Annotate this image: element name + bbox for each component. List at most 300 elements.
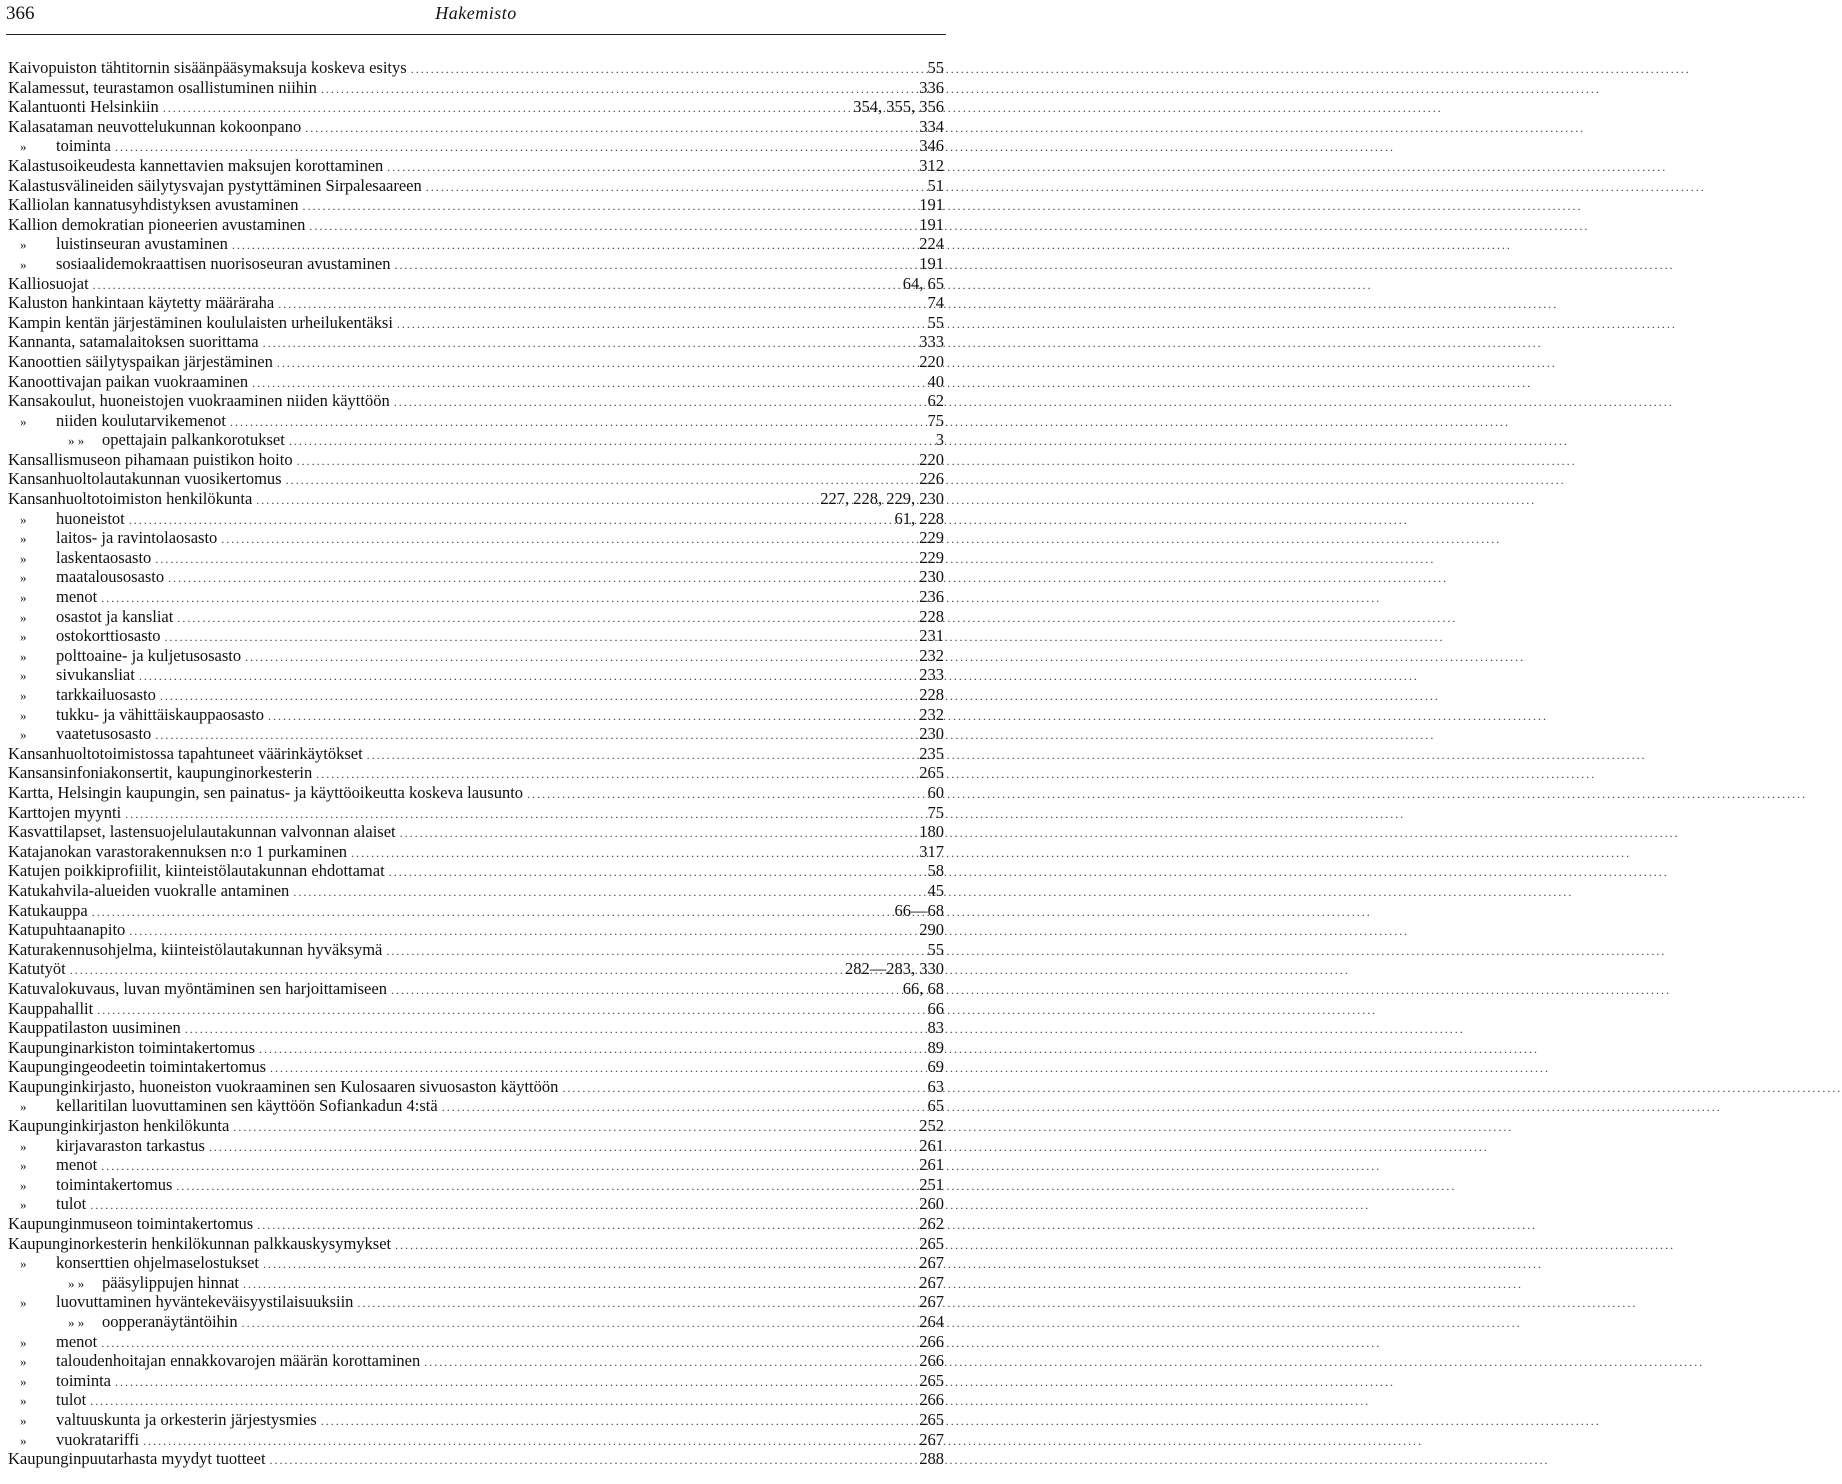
entry-pages: 312 (919, 155, 944, 175)
entry-text: Kaupunginarkiston toimintakertomus (8, 1037, 256, 1057)
dot-leader (177, 609, 915, 629)
entry-text: toimintakertomus (56, 1174, 173, 1194)
entry-pages: 60 (927, 782, 944, 802)
entry-text: menot (56, 1155, 98, 1175)
ditto-mark: » (20, 1177, 27, 1193)
dot-leader (168, 569, 915, 589)
dot-leader (527, 785, 923, 805)
entry-text: tulot (56, 1390, 87, 1410)
entry-pages: 69 (927, 1057, 944, 1077)
ditto-mark: » (20, 1197, 27, 1213)
entry-text: luovuttaminen hyväntekeväisyystilaisuuksiin (56, 1292, 354, 1312)
entry-pages: 75 (927, 802, 944, 822)
index-entry (8, 1351, 944, 1371)
entry-text: pääsylippujen hinnat (102, 1272, 240, 1292)
index-entry (8, 372, 944, 392)
dot-leader (321, 1412, 916, 1432)
entry-text: tukku- ja vähittäiskauppaosasto (56, 704, 265, 724)
dot-leader (395, 256, 916, 276)
entry-text: Kaivopuiston tähtitornin sisäänpääsymaksuja koskeva esitys (8, 58, 407, 77)
index-entry (8, 548, 944, 568)
index-entry (8, 136, 944, 156)
entry-pages: 264 (919, 1312, 944, 1331)
index-entry (8, 940, 944, 960)
entry-pages: 65 (927, 1096, 944, 1116)
index-entry (8, 411, 944, 431)
entry-pages: 265 (919, 763, 944, 783)
entry-text: Kaupunginmuseon toimintakertomus (8, 1214, 254, 1234)
entry-text: Katukauppa (8, 900, 88, 920)
entry-pages: 236 (919, 587, 944, 607)
entry-text: Kanoottivajan paikan vuokraaminen (8, 371, 249, 391)
entry-pages: 354, 355, 356 (853, 97, 944, 117)
entry-pages: 235 (919, 743, 944, 763)
index-entry (8, 489, 944, 509)
entry-text: Katajanokan varastorakennuksen n:o 1 purkaminen (8, 841, 348, 861)
dot-leader (160, 687, 915, 707)
dot-leader (233, 1118, 915, 1138)
entry-pages: 266 (919, 1351, 944, 1371)
index-entry (8, 1155, 944, 1175)
entry-pages: 40 (927, 371, 944, 391)
index-entry (8, 1038, 944, 1058)
index-entry (8, 1332, 944, 1352)
entry-text: Katukahvila-alueiden vuokralle antaminen (8, 880, 290, 900)
index-entry (8, 195, 944, 215)
entry-pages: 66 (927, 998, 944, 1018)
entry-pages: 317 (919, 841, 944, 861)
ditto-mark: » (20, 609, 27, 625)
entry-pages: 266 (919, 1331, 944, 1351)
entry-text: Kaupunginkirjasto, huoneiston vuokraaminen sen Kulosaaren sivuosaston käyttöön (8, 1076, 559, 1096)
index-entry (8, 97, 944, 117)
entry-pages: 226 (919, 469, 944, 489)
dot-leader (155, 550, 915, 570)
dot-leader (176, 1177, 915, 1197)
entry-pages: 261 (919, 1135, 944, 1155)
entry-pages: 220 (919, 351, 944, 371)
entry-text: kellaritilan luovuttaminen sen käyttöön Sofiankadun 4:stä (56, 1096, 438, 1116)
dot-leader (426, 178, 924, 198)
entry-pages: 261 (919, 1155, 944, 1175)
entry-pages: 230 (919, 567, 944, 587)
entry-pages: 83 (927, 1018, 944, 1038)
index-entry (8, 293, 944, 313)
ditto-mark: » (20, 413, 27, 429)
ditto-mark: » (20, 256, 27, 272)
index-entry (8, 313, 944, 333)
entry-text: Kansansinfoniakonsertit, kaupunginorkesterin (8, 763, 313, 783)
ditto-mark: » (20, 550, 27, 566)
entry-text: Kauppatilaston uusiminen (8, 1018, 181, 1038)
entry-pages: 233 (919, 665, 944, 685)
entry-pages: 232 (919, 645, 944, 665)
entry-text: laskentaosasto (56, 547, 152, 567)
page-header (6, 0, 946, 34)
entry-pages: 333 (919, 332, 944, 352)
entry-text: sivukansliat (56, 665, 135, 685)
entry-pages: 58 (927, 861, 944, 881)
entry-text: laitos- ja ravintolaosasto (56, 528, 218, 548)
index-entry (8, 861, 944, 881)
index-entry (8, 881, 944, 901)
entry-text: Kalliolan kannatusyhdistyksen avustaminen (8, 195, 299, 215)
index-entry (8, 979, 944, 999)
entry-text: tarkkailuosasto (56, 685, 156, 704)
entry-text: Kasvattilapset, lastensuojelulautakunnan valvonnan alaiset (8, 822, 396, 842)
entry-text: polttoaine- ja kuljetusosasto (56, 645, 242, 665)
index-entry (8, 920, 944, 940)
entry-pages: 262 (919, 1214, 944, 1234)
entry-pages: 265 (919, 1370, 944, 1390)
index-entry (8, 1214, 944, 1234)
entry-text: Kalantuonti Helsinkiin (8, 97, 159, 117)
index-entry (8, 646, 944, 666)
entry-pages: 346 (919, 136, 944, 156)
entry-text: vaatetusosasto (56, 724, 152, 744)
dot-leader (357, 1294, 915, 1314)
entry-pages: 267 (919, 1292, 944, 1312)
entry-text: Kannanta, satamalaitoksen suorittama (8, 332, 259, 352)
entry-pages: 231 (919, 626, 944, 646)
entry-pages: 66, 68 (902, 978, 944, 998)
entry-pages: 62 (927, 391, 944, 411)
index-entry (8, 1116, 944, 1136)
dot-leader (424, 1353, 915, 1373)
dot-leader (259, 1040, 923, 1060)
dot-leader (242, 1314, 916, 1334)
ditto-mark: » (20, 1354, 27, 1370)
entry-pages: 75 (927, 410, 944, 430)
entry-pages: 45 (927, 880, 944, 900)
dot-leader (351, 844, 915, 864)
entry-text: Katupuhtaanapito (8, 920, 126, 940)
ditto-mark: » (20, 707, 27, 723)
ditto-mark: » (20, 531, 27, 547)
ditto-mark: » (20, 648, 27, 664)
dot-leader (129, 511, 891, 531)
index-entry (8, 705, 944, 725)
entry-pages: 89 (927, 1037, 944, 1057)
dot-leader (367, 746, 916, 766)
index-entry (8, 1077, 944, 1097)
index-entry (8, 1096, 944, 1116)
index-entry (8, 1390, 944, 1410)
dot-leader (165, 628, 916, 648)
entry-text: Kansallismuseon pihamaan puistikon hoito (8, 449, 293, 469)
index-entry (8, 626, 944, 646)
index-entry (8, 803, 944, 823)
entry-pages: 336 (919, 77, 944, 97)
ditto-mark: » (20, 1256, 27, 1272)
entry-pages: 252 (919, 1116, 944, 1136)
header-rule (6, 34, 946, 35)
ditto-mark: » (20, 139, 27, 155)
dot-leader (442, 1098, 924, 1118)
index-entry (8, 901, 944, 921)
dot-leader (387, 158, 915, 178)
entry-pages: 232 (919, 704, 944, 724)
entry-text: vuokratariffi (56, 1429, 140, 1449)
entry-text: luistinseuran avustaminen (56, 234, 228, 254)
index-entry (8, 391, 944, 411)
entry-text: valtuuskunta ja orkesterin järjestysmies (56, 1409, 317, 1429)
entry-pages: 55 (927, 939, 944, 959)
dot-leader (297, 452, 916, 472)
entry-pages: 290 (919, 920, 944, 940)
index-entry (8, 567, 944, 587)
dot-leader (303, 197, 916, 217)
index-entry (8, 1234, 944, 1254)
entry-text: Kansanhuoltolautakunnan vuosikertomus (8, 469, 282, 489)
entry-pages: 3 (935, 430, 944, 450)
ditto-mark: » (20, 1334, 27, 1350)
entry-pages: 228 (919, 685, 944, 704)
entry-text: Kanoottien säilytyspaikan järjestäminen (8, 351, 273, 371)
dot-leader (268, 707, 915, 727)
entry-text: oopperanäytäntöihin (102, 1312, 238, 1331)
index-entry (8, 1273, 944, 1293)
entry-pages: 251 (919, 1174, 944, 1194)
index-entry (8, 1312, 944, 1332)
entry-text: Kalastusoikeudesta kannettavien maksujen korottaminen (8, 155, 384, 175)
entry-text: Kallion demokratian pioneerien avustaminen (8, 214, 306, 234)
entry-pages: 224 (919, 234, 944, 254)
index-entry (8, 234, 944, 254)
entry-text: sosiaalidemokraattisen nuorisoseuran avustaminen (56, 253, 391, 273)
index-entry (8, 274, 944, 294)
entry-pages: 64, 65 (902, 273, 944, 293)
entry-pages: 229 (919, 547, 944, 567)
ditto-mark: » (20, 727, 27, 743)
index-entry (8, 1018, 944, 1038)
running-title: Hakemisto (435, 3, 517, 23)
index-entry (8, 724, 944, 744)
index-entry (8, 450, 944, 470)
dot-leader (395, 1236, 915, 1256)
index-entry (8, 842, 944, 862)
ditto-mark: » (20, 688, 27, 703)
entry-pages: 288 (919, 1449, 944, 1469)
entry-text: osastot ja kansliat (56, 606, 174, 626)
entry-text: Kaupunginorkesterin henkilökunnan palkkauskysymykset (8, 1233, 392, 1253)
entry-text: Kartta, Helsingin kaupungin, sen painatus- ja käyttöoikeutta koskeva lausunto (8, 782, 524, 802)
ditto-mark: » (20, 1138, 27, 1154)
index-entry (8, 156, 944, 176)
index-entry (8, 999, 944, 1019)
index-entry (8, 78, 944, 98)
entry-text: menot (56, 587, 98, 607)
dot-leader (411, 60, 924, 80)
index-entry-list (8, 58, 944, 1469)
index-entry (8, 528, 944, 548)
entry-pages: 66—68 (894, 900, 944, 920)
dot-leader (394, 393, 924, 413)
dot-leader (389, 863, 924, 883)
index-entry (8, 509, 944, 529)
index-entry (8, 430, 944, 450)
ditto-mark: » (20, 1432, 27, 1448)
dot-leader (139, 667, 915, 687)
index-entry (8, 254, 944, 274)
entry-text: Katurakennusohjelma, kiinteistölautakunnan hyväksymä (8, 939, 383, 959)
dot-leader (97, 1001, 923, 1021)
index-entry (8, 959, 944, 979)
ditto-mark: » (20, 590, 27, 606)
ditto-mark: » (20, 668, 27, 684)
index-entry (8, 1449, 944, 1469)
index-entry (8, 763, 944, 783)
entry-text: huoneistot (56, 508, 125, 528)
dot-leader (115, 1373, 915, 1393)
ditto-mark: » (20, 1158, 27, 1174)
entry-pages: 191 (919, 195, 944, 215)
index-entry (8, 215, 944, 235)
entry-text: niiden koulutarvikemenot (56, 410, 227, 430)
ditto-mark: » » (68, 1275, 85, 1291)
dot-leader (101, 1157, 915, 1177)
entry-pages: 55 (927, 312, 944, 332)
entry-text: Katuvalokuvaus, luvan myöntäminen sen harjoittamiseen (8, 978, 387, 998)
ditto-mark: » (20, 1099, 27, 1115)
entry-pages: 265 (919, 1233, 944, 1253)
entry-text: tulot (56, 1194, 87, 1214)
index-entry (8, 783, 944, 803)
entry-text: Kaupunginpuutarhasta myydyt tuotteet (8, 1449, 266, 1469)
entry-pages: 55 (927, 58, 944, 77)
entry-pages: 230 (919, 724, 944, 744)
ditto-mark: » (20, 1295, 27, 1311)
dot-leader (256, 491, 816, 511)
entry-text: Kalastusvälineiden säilytysvajan pystyttäminen Sirpalesaareen (8, 175, 422, 195)
index-entry (8, 1194, 944, 1214)
entry-pages: 191 (919, 253, 944, 273)
entry-text: Kansanhuoltotoimiston henkilökunta (8, 489, 253, 509)
entry-pages: 267 (919, 1253, 944, 1273)
dot-leader (209, 1138, 915, 1158)
dot-leader (293, 883, 923, 903)
index-entry (8, 332, 944, 352)
entry-pages: 191 (919, 214, 944, 234)
dot-leader (185, 1020, 924, 1040)
entry-pages: 260 (919, 1194, 944, 1214)
entry-text: Kalliosuojat (8, 273, 89, 293)
dot-leader (289, 432, 932, 452)
index-entry (8, 822, 944, 842)
ditto-mark: » (20, 1393, 27, 1409)
index-entry (8, 117, 944, 137)
entry-text: maatalousosasto (56, 567, 165, 587)
entry-pages: 63 (927, 1076, 944, 1096)
ditto-mark: » » (68, 1315, 85, 1330)
index-entry (8, 607, 944, 627)
index-entry (8, 352, 944, 372)
entry-text: Kaluston hankintaan käytetty määräraha (8, 293, 275, 313)
entry-pages: 180 (919, 822, 944, 842)
dot-leader (391, 981, 899, 1001)
entry-pages: 220 (919, 449, 944, 469)
entry-text: menot (56, 1331, 98, 1351)
entry-text: opettajain palkankorotukset (102, 430, 285, 450)
index-entry (8, 587, 944, 607)
index-entry (8, 1175, 944, 1195)
dot-leader (101, 589, 915, 609)
index-entry (8, 1136, 944, 1156)
entry-text: kirjavaraston tarkastus (56, 1135, 205, 1155)
entry-pages: 228 (919, 606, 944, 626)
ditto-mark: » (20, 511, 27, 527)
entry-pages: 61, 228 (894, 508, 944, 528)
entry-pages: 265 (919, 1409, 944, 1429)
entry-text: Katutyöt (8, 959, 66, 979)
entry-pages: 74 (927, 293, 944, 313)
entry-text: Karttojen myynti (8, 802, 122, 822)
index-entry (8, 744, 944, 764)
ditto-mark: » (20, 237, 27, 253)
entry-text: Kalasataman neuvottelukunnan kokoonpano (8, 116, 302, 136)
dot-leader (92, 903, 891, 923)
dot-leader (400, 824, 916, 844)
index-entry (8, 1292, 944, 1312)
dot-leader (263, 1255, 915, 1275)
entry-pages: 267 (919, 1429, 944, 1449)
index-entry (8, 1430, 944, 1450)
dot-leader (263, 334, 916, 354)
dot-leader (245, 648, 915, 668)
index-entry (8, 685, 944, 705)
entry-text: Kaupungingeodeetin toimintakertomus (8, 1057, 266, 1077)
entry-text: Kauppahallit (8, 998, 94, 1018)
dot-leader (230, 413, 923, 433)
index-entry (8, 1057, 944, 1077)
dot-leader (309, 217, 915, 237)
entry-text: Kansanhuoltotoimistossa tapahtuneet väärinkäytökset (8, 743, 363, 763)
index-entry (8, 1410, 944, 1430)
entry-pages: 282—283, 330 (845, 959, 944, 979)
entry-text: toiminta (56, 1370, 111, 1390)
entry-pages: 334 (919, 116, 944, 136)
entry-text: Kaupunginkirjaston henkilökunta (8, 1116, 230, 1136)
dot-leader (305, 119, 915, 139)
entry-pages: 227, 228, 229, 230 (820, 489, 944, 509)
dot-leader (270, 1451, 916, 1471)
index-entry (8, 469, 944, 489)
ditto-mark: » (20, 629, 27, 645)
entry-text: Kampin kentän järjestäminen koululaisten urheilukentäksi (8, 312, 393, 332)
index-entry (8, 665, 944, 685)
ditto-mark: » (20, 1373, 27, 1389)
entry-text: ostokorttiosasto (56, 626, 161, 646)
entry-text: taloudenhoitajan ennakkovarojen määrän korottaminen (56, 1351, 421, 1371)
dot-leader (221, 530, 915, 550)
ditto-mark: » (20, 570, 27, 586)
index-entry (8, 1253, 944, 1273)
dot-leader (277, 354, 915, 374)
entry-text: Katujen poikkiprofiilit, kiinteistölautakunnan ehdottamat (8, 861, 385, 881)
ditto-mark: » » (68, 433, 85, 449)
dot-leader (562, 1079, 923, 1099)
entry-text: Kansakoulut, huoneistojen vuokraaminen niiden käyttöön (8, 391, 390, 411)
entry-text: Kalamessut, teurastamon osallistuminen niihin (8, 77, 317, 97)
dot-leader (321, 80, 915, 100)
index-entry (8, 1371, 944, 1391)
entry-text: konserttien ohjelmaselostukset (56, 1253, 260, 1273)
entry-text: toiminta (56, 136, 111, 156)
entry-pages: 51 (927, 175, 944, 195)
entry-pages: 267 (919, 1272, 944, 1292)
dot-leader (397, 315, 924, 335)
entry-pages: 229 (919, 528, 944, 548)
